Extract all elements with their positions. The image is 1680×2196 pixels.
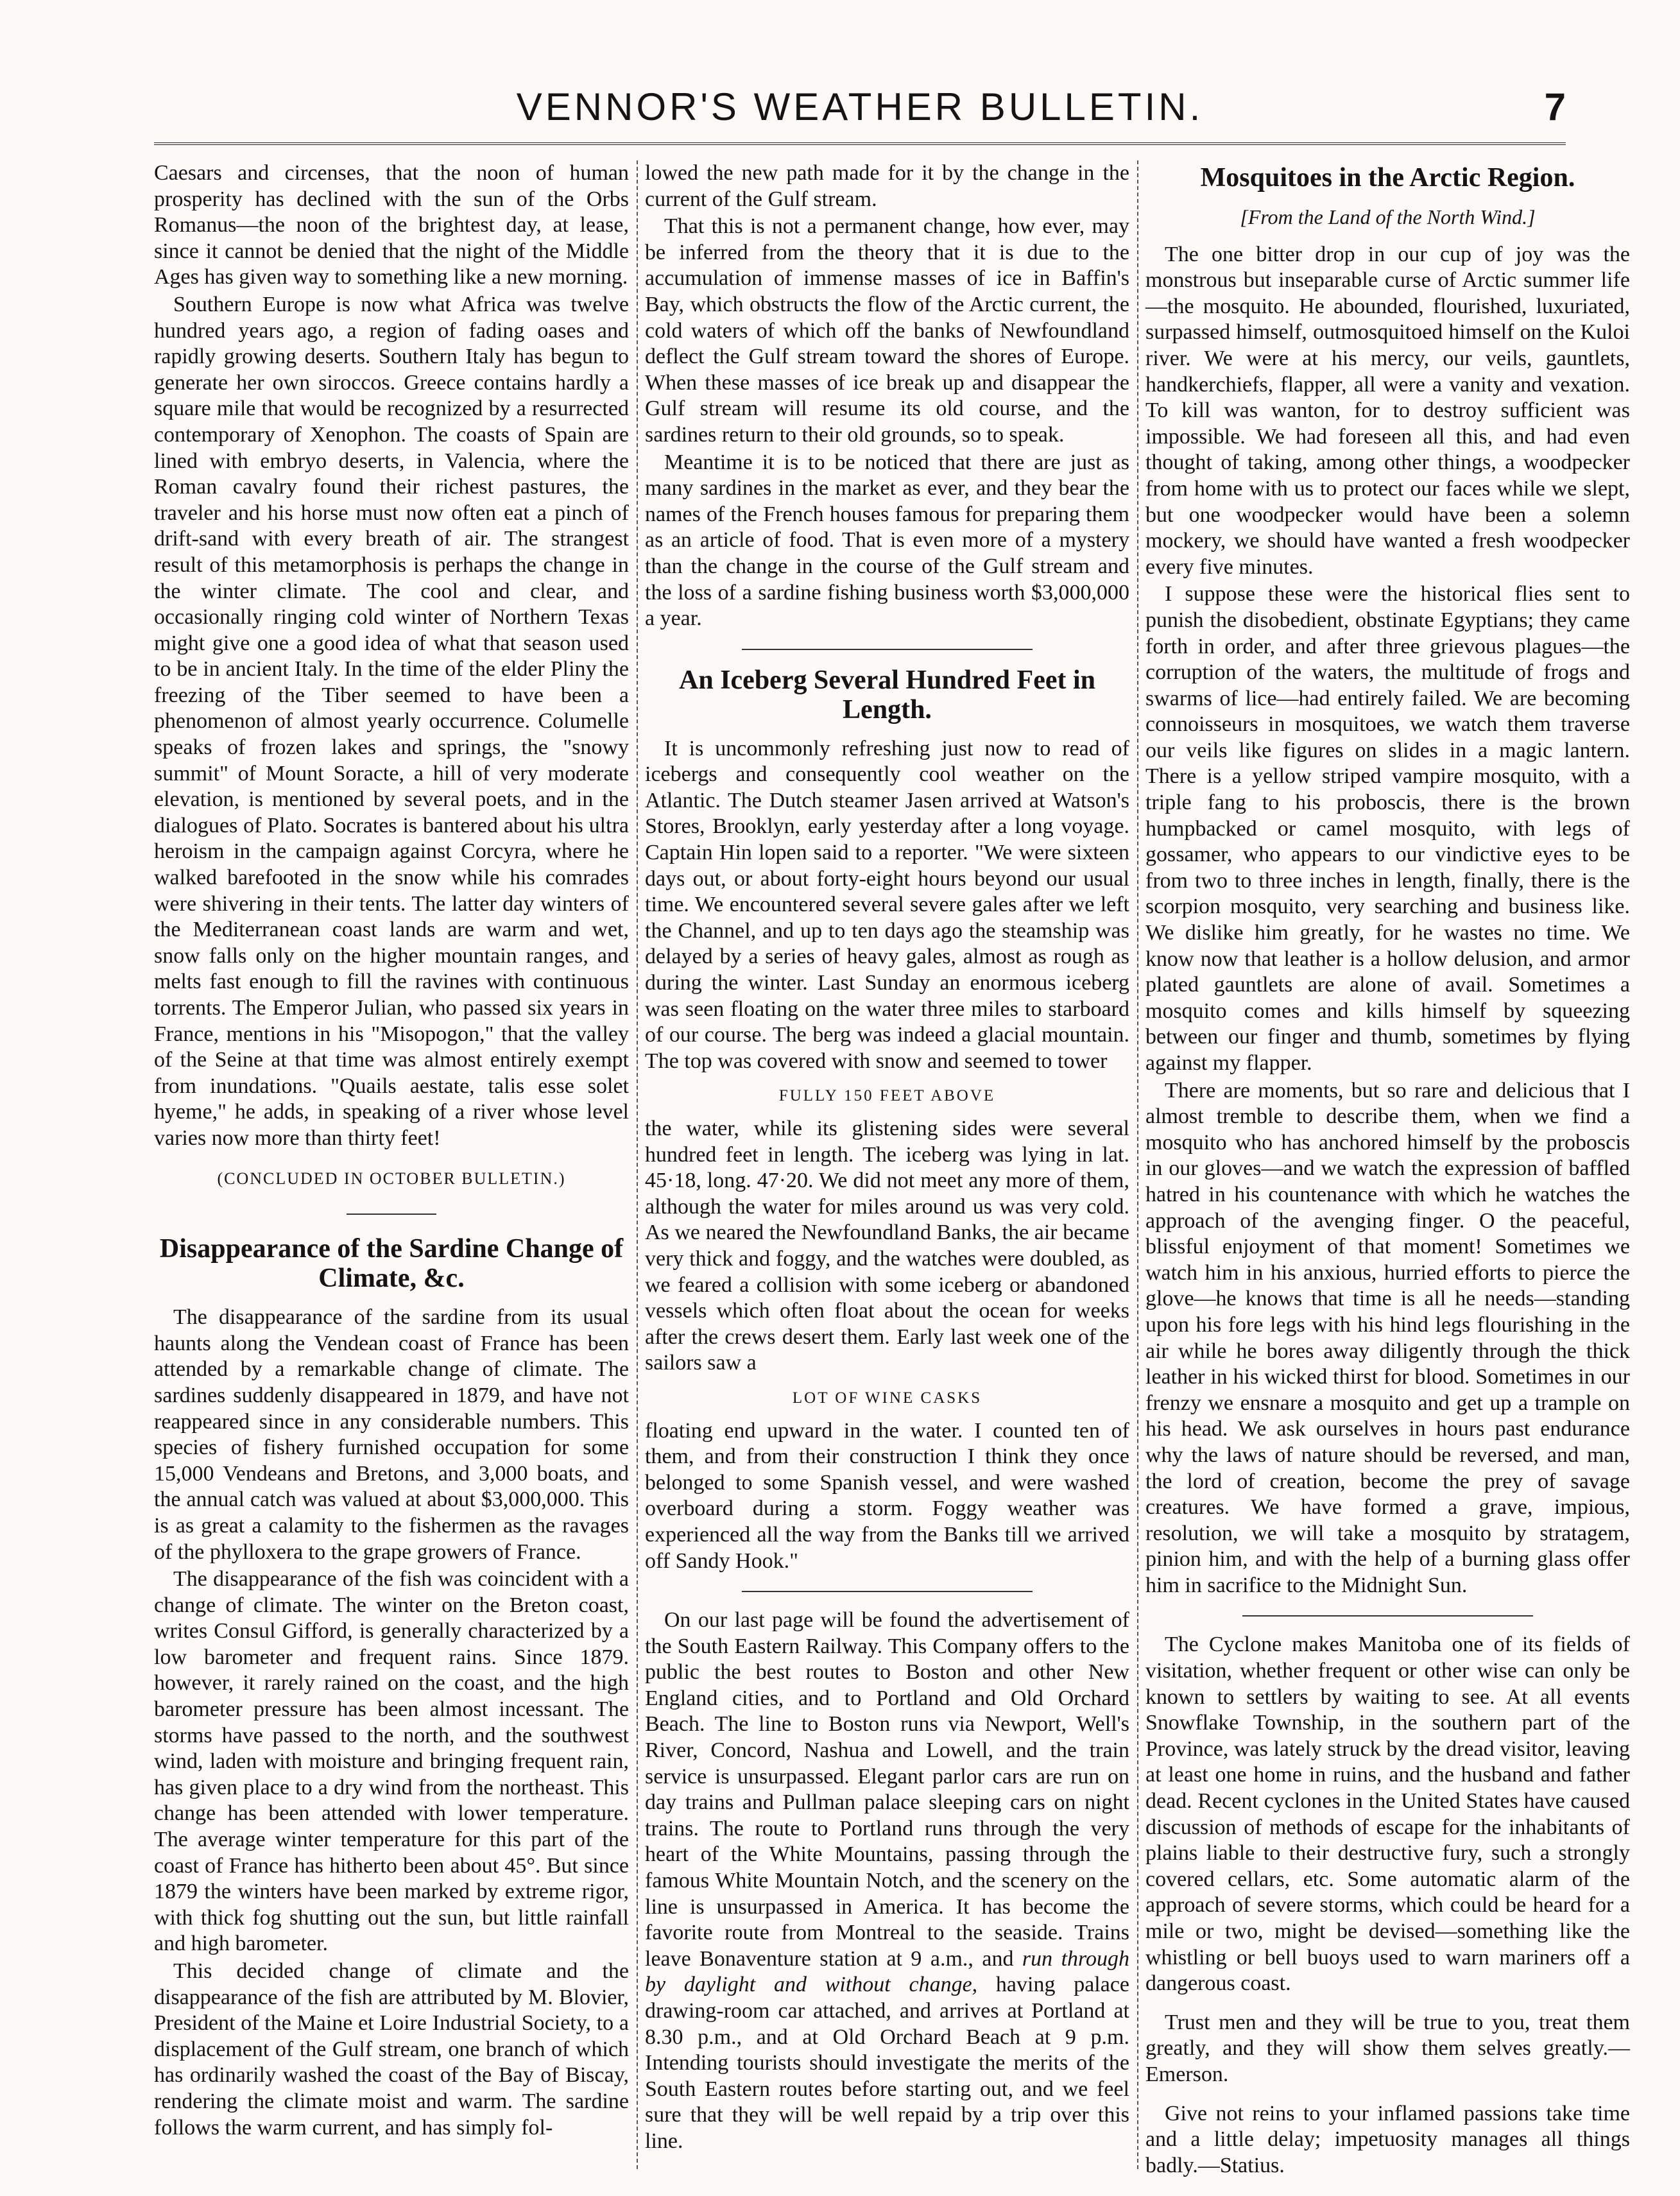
page-number: 7 — [1544, 85, 1566, 128]
page-header — [154, 81, 1566, 139]
paragraph: There are moments, but so rare and delicious that I almost tremble to describe them, when we find a mosquito who has anchored himself by the proboscis in our gloves—and we watch the expression of baffled hatred in his countenance with which he watches the approach of the avenging finger. O the peaceful, blissful enjoyment of that moment! Sometimes we watch him in his anxious, hurried efforts to pierce the glove—he knows that time is all he needs—standing upon his fore legs with his hind legs flourishing in the air while he bores away diligently through the thick leather in his wicked thirst for blood. Sometimes in our frenzy we ensnare a mosquito and get up a trample on his head. We ask ourselves in hours past endurance why the laws of nature should be reversed, and man, the lord of creation, become the prey of savage creatures. We have formed a grave, impious, resolution, we will take a mosquito by stratagem, pinion him, and with the help of a burning glass offer him in sacrifice to the Midnight Sun. — [1145, 1078, 1630, 1597]
divider — [742, 1591, 1033, 1592]
paragraph: Give not reins to your inflamed passions take time and a little delay; impetuosity manages all things badly.—Statius. — [1145, 2101, 1630, 2177]
paragraph: The Cyclone makes Manitoba one of its fields of visitation, whether frequent or other wise can only be known to settlers by waiting to see. At all events Snowflake Township, in the southern part of the Province, was lately struck by the dread visitor, leaving at least one home in ruins, and the husband and father dead. Recent cyclones in the United States have caused discussion of methods of escape for the inhabitants of plains liable to their destructive fury, such a strongly covered cellars, etc. Some automatic alarm of the approach of severe storms, which could be heard for a mile or two, might be devised—something like the whistling or bell buoys used to warn mariners off a dangerous coast. — [1145, 1633, 1630, 1996]
paragraph: I suppose these were the historical flies sent to punish the disobedient, obstinate Egyptians; they came forth in order, and after three grievous plagues—the corruption of the waters, the multitude of frogs and swarms of lice—had entirely failed. We are becoming connoisseurs in mosquitoes, we watch them traverse our veils like figures on slides in a magic lantern. There is a yellow striped vampire mosquito, with a triple fang to his proboscis, there is the brown humpbacked or camel mosquito, with legs of gossamer, who appears to our vindictive eyes to be from two to three inches in length, finally, there is the scorpion mosquito, very searching and business like. We dislike him greatly, for he wastes no time. We know now that leather is a hollow delusion, and armor plated gauntlets are alone of avail. Sometimes a mosquito comes and kills himself by squeezing between our finger and thumb, sometimes by flying against my flapper. — [1145, 582, 1630, 1075]
paragraph: Trust men and they will be true to you, treat them greatly, and they will show them selves greatly.—Emerson. — [1145, 2010, 1630, 2086]
article-heading: Mosquitoes in the Arctic Region. — [1200, 163, 1575, 193]
paragraph: floating end upward in the water. I counted ten of them, and from their construction I think they once belonged to some Spanish vessel, and were washed overboard during a storm. Foggy weather was experienced all the way from the Banks till we arrived off Sandy Hook." — [645, 1418, 1129, 1573]
sub-heading: LOT OF WINE CASKS — [792, 1389, 982, 1407]
text-run: having palace drawing-room car attached, and arrives at Portland at 8.30 p.m., and at Old Orchard Beach at 9 p.m. Intending tourists should investigate the merits of the South Eastern routes before starting out, and we feel sure that they will be well repaid by a trip over this line. — [645, 1973, 1130, 2153]
article-heading: An Iceberg Several Hundred Feet in Length. — [679, 665, 1095, 725]
divider — [742, 649, 1033, 650]
column-divider — [1137, 160, 1138, 2169]
text-run: On our last page will be found the advertisement of the South Eastern Railway. This Company offers to the public the best routes to Boston and other New England cities, and to Portland and Old Orchard Beach. The line to Boston runs via Newport, Well's River, Concord, Nashua and Lowell, and the train service is unsurpassed. Elegant parlor cars are run on day trains and Pullman palace sleeping cars on night trains. The route to Portland runs through the very heart of the White Mountains, passing through the famous White Mountain Notch, and the scenery on the line is unsurpassed in America. It has become the favorite route from Montreal to the seaside. Trains leave Bonaventure station at 9 a.m., and — [645, 1608, 1129, 1971]
paragraph — [645, 1608, 1129, 2154]
sub-heading: FULLY 150 FEET ABOVE — [778, 1087, 996, 1105]
column-3 — [1145, 160, 1630, 2179]
column-2 — [645, 160, 1129, 2155]
header-rule — [154, 142, 1566, 145]
paragraph: Southern Europe is now what Africa was twelve hundred years ago, a region of fading oases and rapidly growing deserts. Southern Italy has begun to generate her own siroccos. Greece contains hardly a square mile that would be recognized by a resurrected contemporary of Xenophon. The coasts of Spain are lined with embryo deserts, in Valencia, where the Roman cavalry found their richest pastures, the traveler and his horse must now often eat a pinch of drift-sand with every breath of air. The strangest result of this metamorphosis is perhaps the change in the winter climate. The cool and clear, and occasionally ringing cold winter of Northern Texas might give one a good idea of what that season used to be in ancient Italy. In the time of the elder Pliny the freezing of the Tiber seemed to have been a phenomenon of almost yearly occurrence. Columelle speaks of frozen lakes and springs, the "snowy summit" of Mount Soracte, a hill of very moderate elevation, is mentioned by several poets, and in the dialogues of Plato. Socrates is bantered about his ultra heroism in the campaign against Corcyra, where he walked barefooted in the snow while his comrades were shivering in their tents. The latter day winters of the Mediterranean coast lands are warm and wet, snow falls only on the higher mountain ranges, and melts fast enough to fill the ravines with continuous torrents. The Emperor Julian, who passed six years in France, mentions in his "Misopogon," that the valley of the Seine at that time was almost entirely exempt from inundations. "Quails aestate, talis esse solet hyeme," he adds, in speaking of a river whose level varies now more than thirty feet! — [154, 292, 629, 1150]
paragraph: The one bitter drop in our cup of joy was the monstrous but inseparable curse of Arctic summer life—the mosquito. He abounded, flourished, luxuriated, surpassed himself, outmosquitoed himself on the Kuloi river. We were at his mercy, our veils, gauntlets, handkerchiefs, flapper, all were a vanity and vexation. To kill was wanton, for to destroy sufficient was impossible. We had foreseen all this, and had even thought of taking, among other things, a woodpecker from home with us to protect our faces while we slept, but one woodpecker would have been a solemn mockery, we should have wanted a fresh woodpecker every five minutes. — [1145, 242, 1630, 579]
paragraph: That this is not a permanent change, how ever, may be inferred from the theory that it is due to the accumulation of immense masses of ice in Baffin's Bay, which obstructs the flow of the Arctic current, the cold waters of which off the banks of Newfoundland deflect the Gulf stream toward the shores of Europe. When these masses of ice break up and disappear the Gulf stream will resume its old course, and the sardines return to their old grounds, so to speak. — [645, 214, 1129, 447]
paragraph: It is uncommonly refreshing just now to read of icebergs and consequently cool weather on the Atlantic. The Dutch steamer Jasen arrived at Watson's Stores, Brooklyn, early yesterday after a long voyage. Captain Hin lopen said to a reporter. "We were sixteen days out, or about forty-eight hours beyond our usual time. We encountered several severe gales after we left the Channel, and up to ten days ago the steamship was delayed by a series of heavy gales, almost as rough as during the winter. Last Sunday an enormous iceberg was seen floating on the water three miles to starboard of our course. The berg was indeed a glacial mountain. The top was covered with snow and seemed to tower — [645, 736, 1129, 1073]
italic-run: run through by daylight and without change, — [645, 1946, 1130, 1997]
paragraph: the water, while its glistening sides were several hundred feet in length. The iceberg was lying in lat. 45·18, long. 47·20. We did not meet any more of them, although the water for miles around us was very cold. As we neared the Newfoundland Banks, the air became very thick and foggy, and the watches were doubled, as we feared a collision with some iceberg or abandoned vessels which often float about the ocean for weeks after the crews desert them. Early last week one of the sailors saw a — [645, 1117, 1129, 1375]
concluded-note: (CONCLUDED IN OCTOBER BULLETIN.) — [217, 1169, 566, 1188]
column-divider — [637, 160, 638, 2169]
divider — [1242, 1615, 1533, 1617]
running-title: VENNOR'S WEATHER BULLETIN. — [516, 85, 1204, 128]
paragraph: The disappearance of the fish was coincident with a change of climate. The winter on the Breton coast, writes Consul Gifford, is generally characterized by a low barometer and frequent rains. Since 1879. however, it rarely rained on the coast, and the high barometer pressure has been almost incessant. The storms have passed to the north, and the southwest wind, laden with moisture and bringing frequent rain, has given place to a dry wind from the northeast. This change has been attended with lower temperature. The average winter temperature for this part of the coast of France has hitherto been about 45°. But since 1879 the winters have been marked by extreme rigor, with thick fog shutting out the sun, but little rainfall and high barometer. — [154, 1567, 629, 1956]
paragraph: lowed the new path made for it by the change in the current of the Gulf stream. — [645, 161, 1129, 211]
paragraph: This decided change of climate and the disappearance of the fish are attributed by M. Blovier, President of the Maine et Loire Industrial Society, to a displacement of the Gulf stream, one branch of which has ordinarily washed the coast of the Bay of Biscay, rendering the climate moist and warm. The sardine follows the warm current, and has simply fol- — [154, 1959, 629, 2140]
attribution: [From the Land of the North Wind.] — [1240, 205, 1536, 228]
column-1 — [154, 160, 629, 2141]
paragraph: The disappearance of the sardine from its usual haunts along the Vendean coast of France has been attended by a remarkable change of climate. The sardines suddenly disappeared in 1879, and have not reappeared since in any considerable numbers. This species of fishery furnished occupation for some 15,000 Vendeans and Bretons, and 3,000 boats, and the annual catch was valued at about $3,000,000. This is as great a calamity to the fishermen as the ravages of the phylloxera to the grape growers of France. — [154, 1305, 629, 1564]
paragraph: Caesars and circenses, that the noon of human prosperity has declined with the sun of the Orbs Romanus—the noon of the brightest day, at lease, since it cannot be denied that the night of the Middle Ages has given way to something like a new morning. — [154, 161, 629, 289]
divider — [347, 1214, 436, 1215]
article-heading: Disappearance of the Sardine Change of Climate, &c. — [159, 1234, 624, 1294]
paragraph: Meantime it is to be noticed that there are just as many sardines in the market as ever, and they bear the names of the French houses famous for preparing them as an article of food. That is even more of a mystery than the change in the course of the Gulf stream and the loss of a sardine fishing business worth $3,000,000 a year. — [645, 450, 1129, 631]
